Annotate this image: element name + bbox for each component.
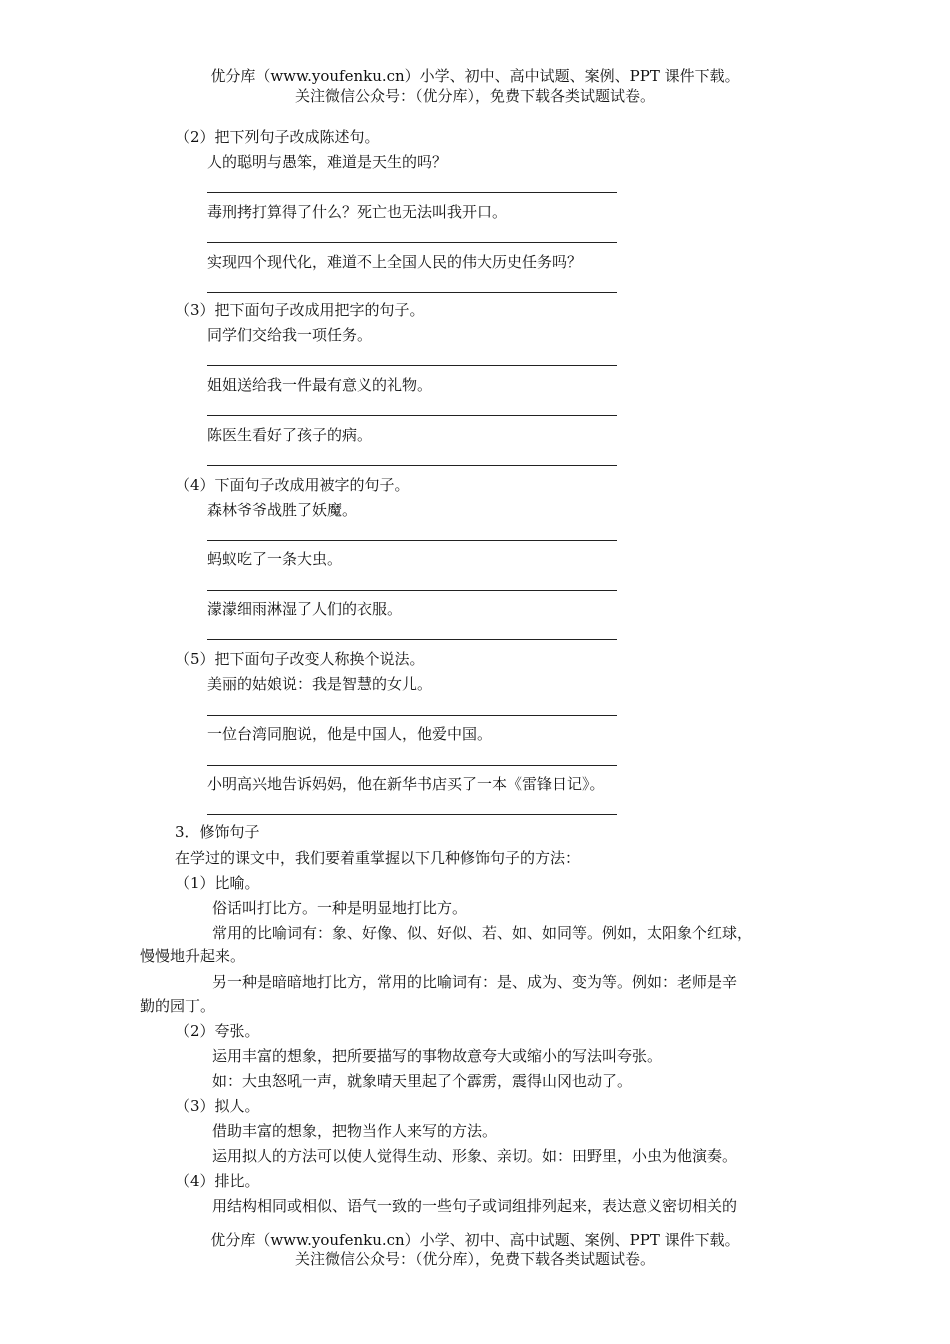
footer-line-2: 关注微信公众号：（优分库），免费下载各类试题试卷。	[294, 1250, 655, 1268]
question-4-item-2: 蚂蚁吃了一条大虫。	[207, 550, 343, 568]
question-3-item-1: 同学们交给我一项任务。	[207, 326, 373, 344]
personification-title: （3）拟人。	[175, 1097, 260, 1115]
header-line-2: 关注微信公众号：（优分库），免费下载各类试题试卷。	[294, 87, 655, 105]
hyperbole-p2: 如：大虫怒吼一声，就象晴天里起了个霹雳，震得山冈也动了。	[212, 1072, 633, 1090]
parallelism-title: （4）排比。	[175, 1172, 260, 1190]
question-4-item-1: 森林爷爷战胜了妖魔。	[207, 501, 358, 519]
parallelism-p1: 用结构相同或相似、语气一致的一些句子或词组排列起来，表达意义密切相关的	[212, 1197, 738, 1215]
question-5-item-3: 小明高兴地告诉妈妈，他在新华书店买了一本《雷锋日记》。	[207, 775, 605, 793]
question-5-item-1: 美丽的姑娘说：我是智慧的女儿。	[207, 675, 433, 693]
question-3-title: （3）把下面句子改成用把字的句子。	[175, 301, 425, 319]
footer-line-1: 优分库（www.youfenku.cn）小学、初中、高中试题、案例、PPT 课件下载。	[210, 1231, 740, 1249]
section-3-intro: 在学过的课文中，我们要着重掌握以下几种修饰句子的方法：	[175, 849, 581, 867]
question-3-item-2: 姐姐送给我一件最有意义的礼物。	[207, 376, 433, 394]
question-5-title: （5）把下面句子改变人称换个说法。	[175, 650, 425, 668]
metaphor-p2b: 慢慢地升起来。	[140, 947, 246, 965]
answer-line[interactable]	[207, 765, 617, 766]
question-4-item-3: 濛濛细雨淋湿了人们的衣服。	[207, 600, 403, 618]
answer-line[interactable]	[207, 415, 617, 416]
answer-line[interactable]	[207, 814, 617, 815]
answer-line[interactable]	[207, 465, 617, 466]
personification-p1: 借助丰富的想象，把物当作人来写的方法。	[212, 1122, 498, 1140]
answer-line[interactable]	[207, 639, 617, 640]
answer-line[interactable]	[207, 540, 617, 541]
hyperbole-p1: 运用丰富的想象，把所要描写的事物故意夸大或缩小的写法叫夸张。	[212, 1047, 663, 1065]
answer-line[interactable]	[207, 590, 617, 591]
question-4-title: （4）下面句子改成用被字的句子。	[175, 476, 410, 494]
metaphor-p3b: 勤的园丁。	[140, 997, 216, 1015]
header-line-1: 优分库（www.youfenku.cn）小学、初中、高中试题、案例、PPT 课件下载。	[210, 67, 740, 85]
question-3-item-3: 陈医生看好了孩子的病。	[207, 426, 373, 444]
metaphor-p2a: 常用的比喻词有：象、好像、似、好似、若、如、如同等。例如，太阳象个红球，	[212, 924, 753, 942]
metaphor-p3a: 另一种是暗暗地打比方，常用的比喻词有：是、成为、变为等。例如：老师是辛	[212, 973, 738, 991]
personification-p2: 运用拟人的方法可以使人觉得生动、形象、亲切。如：田野里，小虫为他演奏。	[212, 1147, 738, 1165]
question-2-title: （2）把下列句子改成陈述句。	[175, 128, 380, 146]
question-2-item-1: 人的聪明与愚笨，难道是天生的吗？	[207, 153, 448, 171]
metaphor-p1: 俗话叫打比方。一种是明显地打比方。	[212, 899, 468, 917]
answer-line[interactable]	[207, 365, 617, 366]
section-3-title: 3．修饰句子	[175, 823, 260, 841]
question-2-item-3: 实现四个现代化，难道不上全国人民的伟大历史任务吗？	[207, 253, 583, 271]
answer-line[interactable]	[207, 242, 617, 243]
answer-line[interactable]	[207, 192, 617, 193]
question-2-item-2: 毒刑拷打算得了什么？死亡也无法叫我开口。	[207, 203, 508, 221]
answer-line[interactable]	[207, 715, 617, 716]
metaphor-title: （1）比喻。	[175, 874, 260, 892]
hyperbole-title: （2）夸张。	[175, 1022, 260, 1040]
question-5-item-2: 一位台湾同胞说，他是中国人，他爱中国。	[207, 725, 493, 743]
answer-line[interactable]	[207, 292, 617, 293]
